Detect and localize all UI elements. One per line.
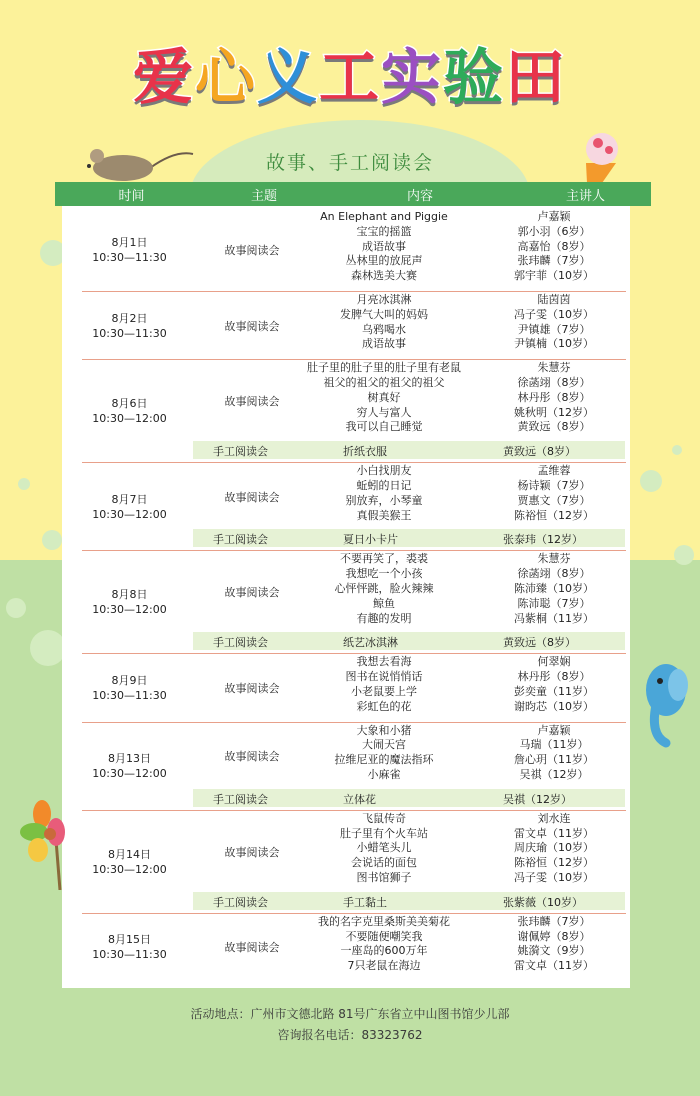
table-row <box>62 915 630 980</box>
session-contents <box>284 210 484 284</box>
content-item: 森林选美大赛 <box>351 269 417 283</box>
row-separator <box>82 913 626 914</box>
speaker-item: 周庆瑜（10岁） <box>514 841 594 855</box>
speaker-item: 黄致远（8岁） <box>517 420 591 434</box>
session-speakers <box>474 812 634 886</box>
craft-speaker: 吴祺（12岁） <box>503 792 572 806</box>
session-theme: 故事阅读会 <box>224 244 280 257</box>
session-speakers <box>474 361 634 435</box>
craft-theme: 手工阅读会 <box>213 636 268 650</box>
content-item: 小白找朋友 <box>356 464 412 478</box>
craft-theme: 手工阅读会 <box>213 895 268 909</box>
speaker-item: 徐菡翊（8岁） <box>517 567 591 581</box>
speaker-item: 陈裕恒（12岁） <box>514 856 594 870</box>
session-contents <box>284 552 484 626</box>
content-item: 大闹天宫 <box>362 738 406 752</box>
decor-bubble <box>42 530 62 550</box>
header-content: 内容 <box>406 188 433 204</box>
speaker-item: 林丹彤（8岁） <box>517 390 591 404</box>
craft-content: 立体花 <box>343 792 376 806</box>
session-time: 10:30—12:00 <box>92 507 167 521</box>
session-date: 8月2日 <box>111 311 148 325</box>
speaker-item: 陈沛臻（10岁） <box>514 581 594 595</box>
craft-speaker: 张紫薇（10岁） <box>503 895 583 909</box>
content-item: 月亮冰淇淋 <box>356 293 412 306</box>
session-time: 10:30—11:30 <box>92 251 167 264</box>
content-item: 别放弃，小琴童 <box>345 493 423 507</box>
content-item: 一座岛的600万年 <box>340 944 428 958</box>
elephant-illustration <box>638 655 688 754</box>
content-item: 树真好 <box>367 390 401 404</box>
speaker-item: 张玮麟（7岁） <box>517 914 591 928</box>
session-date: 8月8日 <box>111 588 148 602</box>
session-contents <box>284 293 484 352</box>
speaker-item: 孟维蓉 <box>537 464 571 478</box>
table-row <box>62 293 630 358</box>
speaker-item: 尹镇雄（7岁） <box>517 322 591 336</box>
session-theme: 故事阅读会 <box>224 750 280 764</box>
title-character: 工 <box>319 43 381 113</box>
content-item: 发脾气大叫的妈妈 <box>340 307 428 321</box>
decor-bubble <box>30 630 66 666</box>
header-theme: 主题 <box>250 188 277 204</box>
content-item: 蚯蚓的日记 <box>356 478 412 492</box>
speaker-item: 尹镇楠（10岁） <box>514 337 594 351</box>
speaker-item: 詹心玥（11岁） <box>514 753 594 767</box>
speaker-item: 卢嘉颖 <box>537 723 571 737</box>
title-character: 实 <box>381 43 443 113</box>
speaker-item: 朱慧芬 <box>537 361 571 375</box>
speaker-item: 马瑞（11岁） <box>519 738 589 752</box>
craft-row <box>193 789 625 807</box>
session-time-cell <box>62 751 197 781</box>
speaker-item: 张玮麟（7岁） <box>517 254 591 268</box>
content-item: 穷人与富人 <box>356 405 412 419</box>
content-item: 会说话的面包 <box>351 856 417 870</box>
craft-row <box>193 529 625 547</box>
speaker-item: 雷文卓（11岁） <box>514 959 594 973</box>
event-address: 活动地点：广州市文德北路 81号广东省立中山图书馆少儿部 <box>190 1007 510 1021</box>
session-date: 8月7日 <box>111 492 148 506</box>
session-theme: 故事阅读会 <box>224 586 280 600</box>
session-speakers <box>474 293 634 352</box>
craft-content: 纸艺冰淇淋 <box>343 636 398 650</box>
content-item: An Elephant and Piggie <box>320 210 448 223</box>
decor-bubble <box>6 598 26 618</box>
speaker-item: 贾惠文（7岁） <box>517 493 591 507</box>
craft-row <box>193 892 625 910</box>
content-item: 拉维尼亚的魔法指环 <box>334 753 434 767</box>
content-item: 真假美猴王 <box>356 508 412 522</box>
speaker-item: 林丹彤（8岁） <box>517 670 591 684</box>
poster-subtitle: 故事、手工阅读会 <box>265 152 434 174</box>
session-speakers <box>474 655 634 714</box>
session-time-cell <box>62 932 197 962</box>
session-time: 10:30—12:00 <box>92 862 167 876</box>
title-character: 爱 <box>133 43 195 113</box>
speaker-item: 刘水连 <box>537 811 571 825</box>
session-date: 8月9日 <box>111 673 148 687</box>
pinwheel-flower-illustration <box>20 800 65 894</box>
speaker-item: 谢昀芯（10岁） <box>514 699 594 713</box>
content-item: 我想去看海 <box>356 655 412 669</box>
speaker-item: 姚秋明（12岁） <box>514 405 594 419</box>
craft-content: 手工黏土 <box>343 895 387 909</box>
row-separator <box>82 810 626 811</box>
content-item: 祖父的祖父的祖父的祖父 <box>323 375 445 389</box>
session-speakers <box>474 552 634 626</box>
content-item: 小蜡笔头儿 <box>356 841 412 855</box>
row-separator <box>82 722 626 723</box>
session-time-cell <box>62 492 197 522</box>
decor-bubble <box>640 470 662 492</box>
content-item: 有趣的发明 <box>356 611 412 625</box>
session-time-cell <box>62 587 197 617</box>
table-row <box>62 210 630 290</box>
session-speakers <box>474 724 634 783</box>
session-time: 10:30—12:00 <box>92 603 167 617</box>
contact-phone: 咨询报名电话：83323762 <box>277 1028 423 1042</box>
content-item: 图书在说悄悄话 <box>345 670 423 684</box>
session-speakers <box>474 915 634 974</box>
session-theme: 故事阅读会 <box>224 941 280 955</box>
speaker-item: 徐菡翊（8岁） <box>517 375 591 389</box>
speaker-item: 吴祺（12岁） <box>519 767 589 781</box>
content-item: 不要随便嘲笑我 <box>345 929 423 943</box>
speaker-item: 高嘉怡（8岁） <box>517 239 591 253</box>
table-header <box>55 182 651 206</box>
content-item: 我的名字克里桑斯美美菊花 <box>318 914 450 928</box>
session-theme: 故事阅读会 <box>224 681 280 695</box>
speaker-item: 郭宇菲（10岁） <box>514 269 594 283</box>
speaker-item: 彭奕童（11岁） <box>514 684 594 698</box>
session-time: 10:30—12:00 <box>92 412 167 426</box>
content-item: 飞鼠传奇 <box>362 811 406 825</box>
speaker-item: 何翠娴 <box>537 655 571 669</box>
session-date: 8月15日 <box>108 933 151 947</box>
session-time-cell <box>62 396 197 426</box>
craft-content: 折纸衣服 <box>343 445 387 459</box>
session-contents <box>284 915 484 974</box>
session-theme: 故事阅读会 <box>224 395 280 409</box>
content-item: 乌鸦喝水 <box>362 322 406 336</box>
craft-row <box>193 441 625 459</box>
speaker-item: 杨诗颖（7岁） <box>517 478 591 492</box>
content-item: 小麻雀 <box>367 767 401 781</box>
speaker-item: 朱慧芬 <box>537 552 571 566</box>
session-date: 8月1日 <box>111 236 148 249</box>
header-speaker: 主讲人 <box>565 188 605 204</box>
session-time-cell <box>62 235 197 265</box>
session-contents <box>284 464 484 523</box>
session-theme: 故事阅读会 <box>224 845 280 859</box>
content-item: 彩虹色的花 <box>356 699 412 713</box>
decor-bubble <box>672 445 682 455</box>
content-item: 心怦怦跳，脸火辣辣 <box>334 581 434 595</box>
title-character: 验 <box>443 43 505 113</box>
session-date: 8月14日 <box>108 847 151 861</box>
craft-theme: 手工阅读会 <box>213 445 268 459</box>
speaker-item: 陆茵茵 <box>537 293 571 306</box>
speaker-item: 郭小羽（6岁） <box>517 224 591 238</box>
header-time: 时间 <box>118 188 145 204</box>
content-item: 小老鼠要上学 <box>351 684 417 698</box>
session-time-cell <box>62 311 197 341</box>
speaker-item: 陈沛聪（7岁） <box>517 596 591 610</box>
content-item: 肚子里有个火车站 <box>340 826 428 840</box>
title-character: 田 <box>505 43 567 113</box>
session-contents <box>284 812 484 886</box>
speaker-item: 陈裕恒（12岁） <box>514 508 594 522</box>
table-row <box>62 655 630 720</box>
session-time-cell <box>62 673 197 703</box>
craft-row <box>193 632 625 650</box>
speaker-item: 冯子雯（10岁） <box>514 307 594 321</box>
session-contents <box>284 655 484 714</box>
content-item: 不要再笑了，裘裘 <box>340 552 428 566</box>
session-time: 10:30—12:00 <box>92 767 167 781</box>
content-item: 我想吃一个小孩 <box>345 567 423 581</box>
session-speakers <box>474 210 634 284</box>
session-time: 10:30—11:30 <box>92 688 167 702</box>
session-theme: 故事阅读会 <box>224 319 280 333</box>
content-item: 大象和小猪 <box>356 723 412 737</box>
craft-theme: 手工阅读会 <box>213 533 268 547</box>
craft-speaker: 张泰玮（12岁） <box>503 533 583 547</box>
session-theme: 故事阅读会 <box>224 490 280 504</box>
content-item: 丛林里的放屁声 <box>345 254 423 268</box>
content-item: 成语故事 <box>362 337 406 351</box>
speaker-item: 雷文卓（11岁） <box>514 826 594 840</box>
content-item: 宝宝的摇篮 <box>356 224 412 238</box>
session-time: 10:30—11:30 <box>92 326 167 340</box>
content-item: 图书馆狮子 <box>356 870 412 884</box>
speaker-item: 谢佩婷（8岁） <box>517 929 591 943</box>
title-character: 心 <box>195 43 257 113</box>
craft-content: 夏日小卡片 <box>343 533 398 547</box>
speaker-item: 卢嘉颖 <box>537 210 571 223</box>
craft-theme: 手工阅读会 <box>213 792 268 806</box>
content-item: 7只老鼠在海边 <box>347 959 421 973</box>
speaker-item: 冯紫桐（11岁） <box>514 611 594 625</box>
decor-bubble <box>674 545 694 565</box>
session-contents <box>284 361 484 435</box>
speaker-item: 冯子雯（10岁） <box>514 870 594 884</box>
session-contents <box>284 724 484 783</box>
decor-bubble <box>18 478 30 490</box>
poster-title <box>0 30 700 116</box>
content-item: 我可以自己睡觉 <box>345 420 423 434</box>
content-item: 成语故事 <box>362 239 406 253</box>
craft-speaker: 黄致远（8岁） <box>503 445 576 459</box>
session-date: 8月13日 <box>108 752 151 766</box>
craft-speaker: 黄致远（8岁） <box>503 636 576 650</box>
session-time-cell <box>62 847 197 877</box>
content-item: 鲸鱼 <box>373 596 395 610</box>
session-date: 8月6日 <box>111 397 148 411</box>
speaker-item: 姚漪文（9岁） <box>517 944 591 958</box>
content-item: 肚子里的肚子里的肚子里有老鼠 <box>307 361 461 375</box>
session-time: 10:30—11:30 <box>92 948 167 962</box>
session-speakers <box>474 464 634 523</box>
row-separator <box>82 291 626 292</box>
title-character: 义 <box>257 43 319 113</box>
